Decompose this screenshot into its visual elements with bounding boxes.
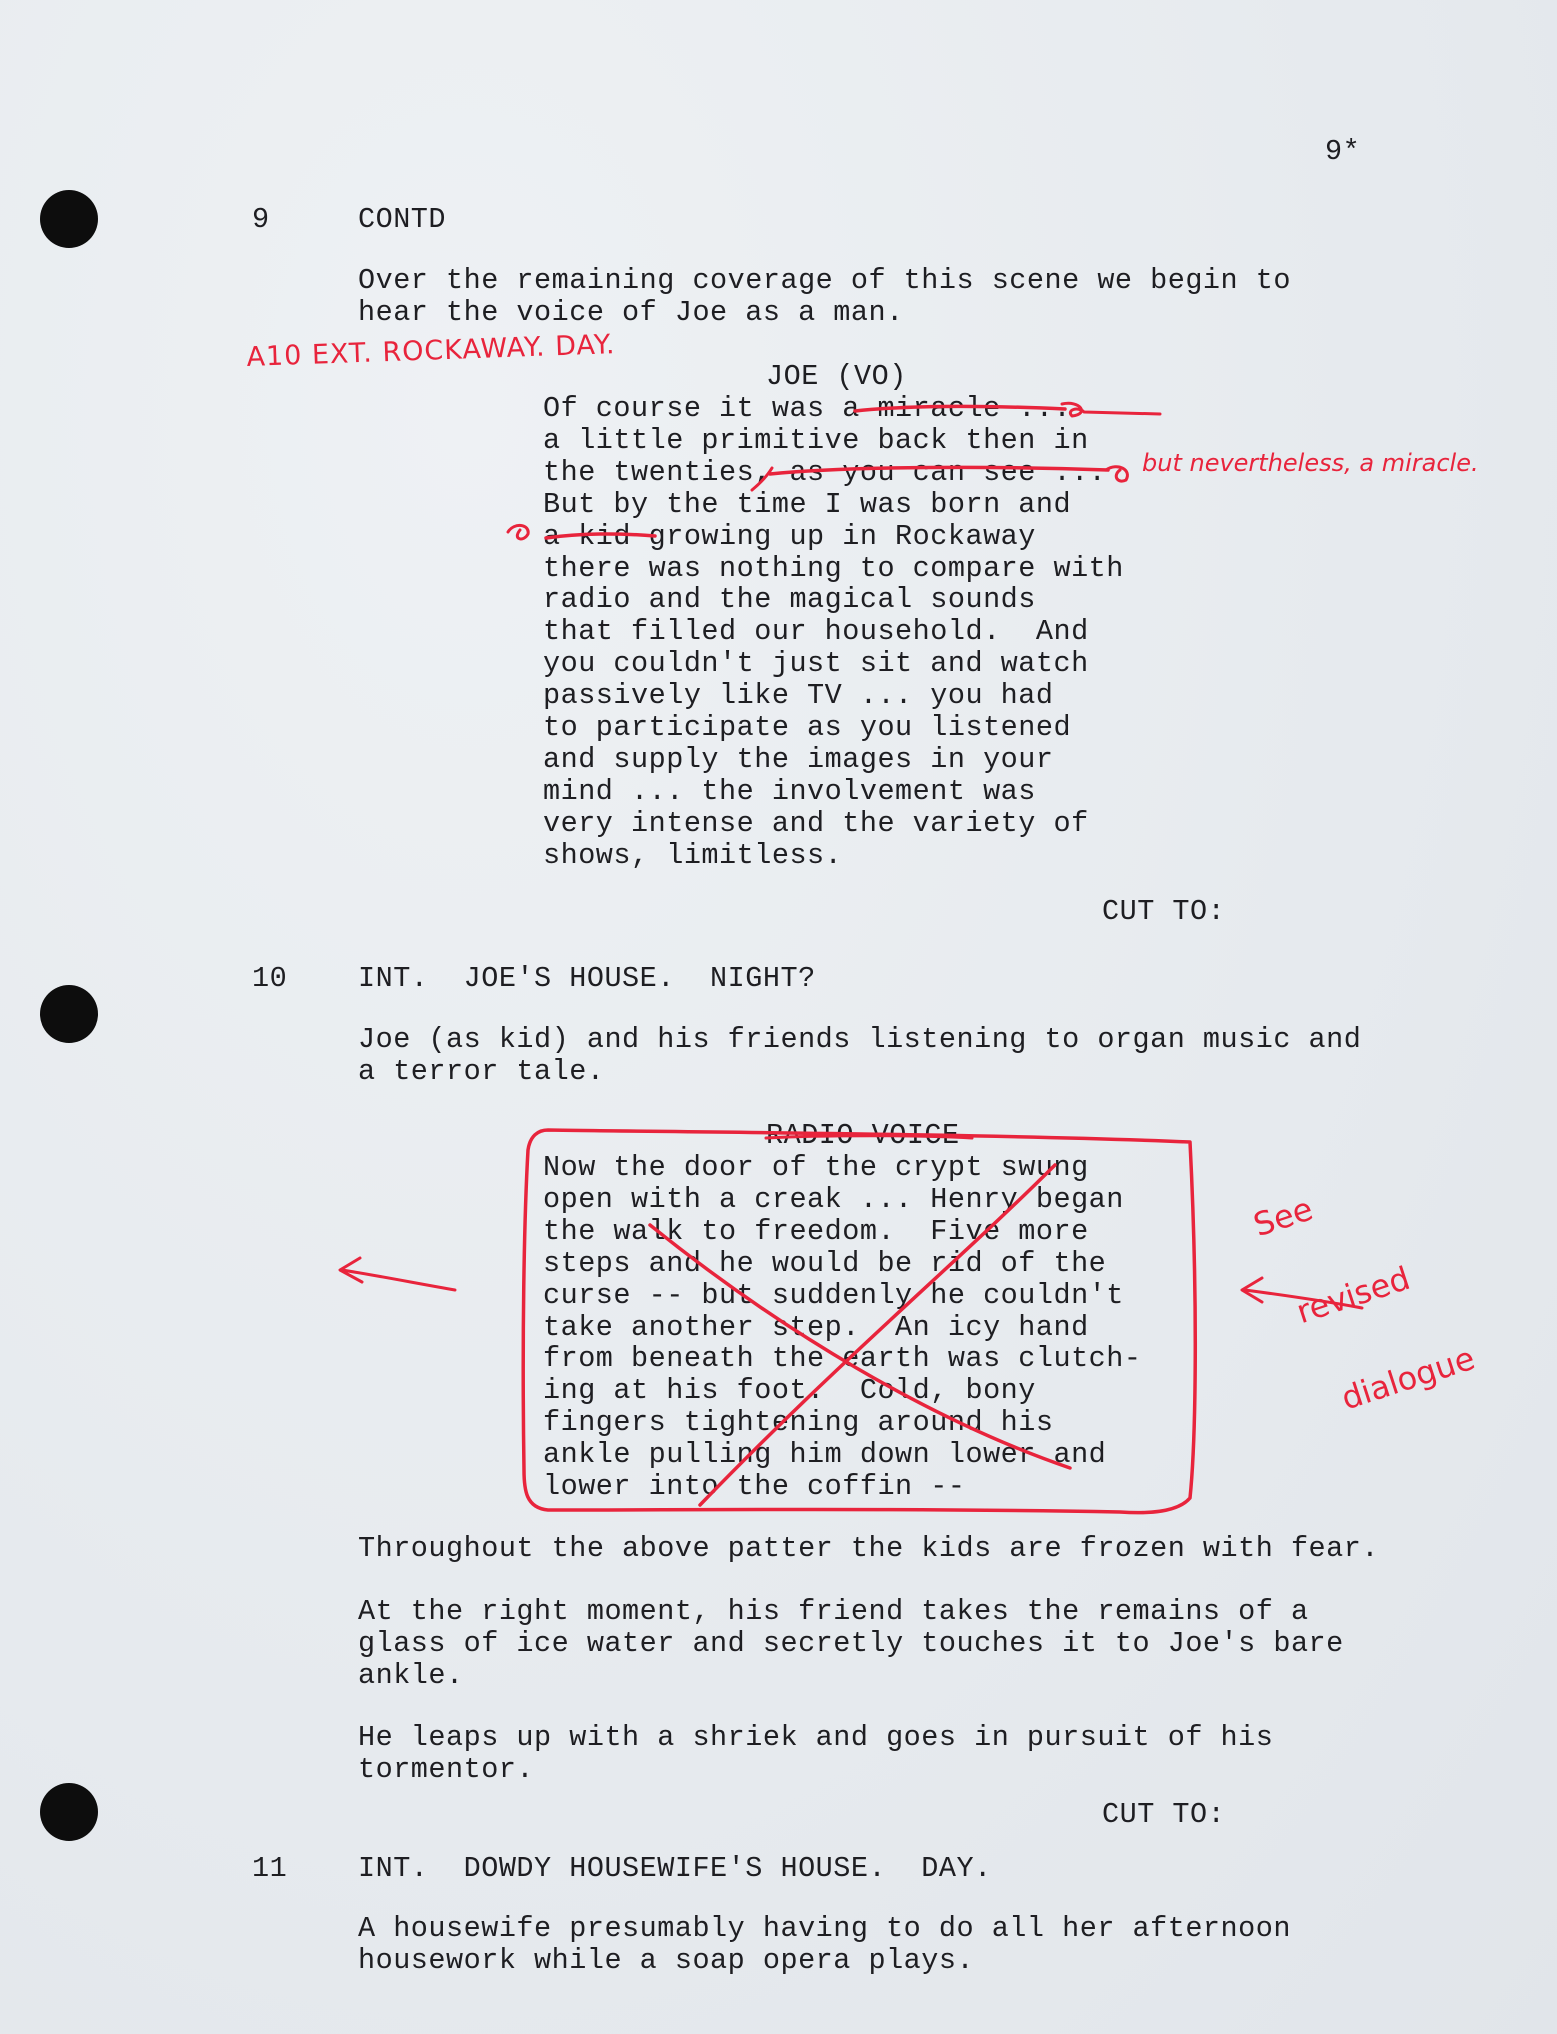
left-arrowhead-icon bbox=[340, 1258, 362, 1282]
action-line: ankle. bbox=[358, 1659, 464, 1692]
page-number: 9* bbox=[1325, 135, 1361, 168]
dialogue-line: the twenties, as you can see ... bbox=[543, 455, 1107, 489]
transition: CUT TO: bbox=[1102, 1798, 1226, 1831]
dialogue-line: very intense and the variety of bbox=[543, 806, 1089, 840]
dialogue-line: from beneath the earth was clutch- bbox=[543, 1342, 1142, 1376]
left-arrow-icon bbox=[342, 1270, 455, 1290]
character-name: JOE (VO) bbox=[766, 360, 907, 393]
action-line: He leaps up with a shriek and goes in pursuit of his bbox=[358, 1721, 1274, 1754]
dialogue-line: mind ... the involvement was bbox=[543, 774, 1036, 808]
pointer-arrowhead-icon bbox=[1242, 1278, 1262, 1302]
action-line: Throughout the above patter the kids are frozen with fear. bbox=[358, 1532, 1379, 1565]
binder-hole bbox=[40, 190, 98, 248]
action-line: housework while a soap opera plays. bbox=[358, 1944, 975, 1977]
handwritten-dialogue-insert: but nevertheless, a miracle. bbox=[1142, 449, 1479, 477]
scene-heading: INT. JOE'S HOUSE. NIGHT? bbox=[358, 962, 816, 995]
dialogue-line: shows, limitless. bbox=[543, 838, 843, 872]
dialogue-line: open with a creak ... Henry began bbox=[543, 1182, 1124, 1216]
dialogue-line: curse -- but suddenly he couldn't bbox=[543, 1278, 1124, 1312]
dialogue-line: the walk to freedom. Five more bbox=[543, 1214, 1089, 1248]
dialogue-line: passively like TV ... you had bbox=[543, 679, 1054, 713]
dialogue-line: that filled our household. And bbox=[543, 615, 1089, 649]
dialogue-line: and supply the images in your bbox=[543, 742, 1054, 776]
dialogue-line: take another step. An icy hand bbox=[543, 1310, 1089, 1344]
dialogue-block bbox=[543, 393, 1183, 872]
dialogue-line: ing at his foot. Cold, bony bbox=[543, 1374, 1036, 1408]
scene-heading: INT. DOWDY HOUSEWIFE'S HOUSE. DAY. bbox=[358, 1852, 992, 1885]
action-line: At the right moment, his friend takes the remains of a bbox=[358, 1595, 1309, 1628]
action-line: Joe (as kid) and his friends listening to organ music and bbox=[358, 1023, 1362, 1056]
character-name: RADIO VOICE bbox=[766, 1119, 960, 1152]
action-line: A housewife presumably having to do all her afternoon bbox=[358, 1912, 1291, 1945]
scene-heading: CONTD bbox=[358, 203, 447, 236]
action-line: tormentor. bbox=[358, 1753, 535, 1786]
scene-number: 9 bbox=[252, 203, 270, 236]
dialogue-line: you couldn't just sit and watch bbox=[543, 647, 1089, 681]
insert-mark bbox=[508, 525, 528, 539]
dialogue-line: a little primitive back then in bbox=[543, 423, 1089, 457]
dialogue-line: Of course it was a miracle ... bbox=[543, 392, 1072, 425]
dialogue-line: Now the door of the crypt swung bbox=[543, 1151, 1089, 1184]
handwritten-revision-note: See revised dialogue bbox=[1248, 1189, 1480, 1418]
binder-hole bbox=[40, 1783, 98, 1841]
struck-dialogue-block bbox=[543, 1152, 1183, 1503]
action-line: hear the voice of Joe as a man. bbox=[358, 296, 904, 329]
dialogue-line: steps and he would be rid of the bbox=[543, 1246, 1107, 1280]
dialogue-line: radio and the magical sounds bbox=[543, 583, 1036, 617]
action-line: glass of ice water and secretly touches it to Joe's bare bbox=[358, 1627, 1344, 1660]
scene-number: 11 bbox=[252, 1852, 288, 1885]
action-line: a terror tale. bbox=[358, 1055, 605, 1088]
dialogue-line: there was nothing to compare with bbox=[543, 551, 1124, 585]
dialogue-line: lower into the coffin -- bbox=[543, 1470, 966, 1504]
binder-hole bbox=[40, 985, 98, 1043]
action-line: Over the remaining coverage of this scene we begin to bbox=[358, 264, 1291, 297]
handwritten-scene-annotation: A10 EXT. ROCKAWAY. DAY. bbox=[246, 329, 616, 373]
dialogue-line: ankle pulling him down lower and bbox=[543, 1438, 1107, 1472]
scene-number: 10 bbox=[252, 962, 288, 995]
dialogue-line: But by the time I was born and bbox=[543, 487, 1072, 521]
dialogue-line: fingers tightening around his bbox=[543, 1406, 1054, 1440]
dialogue-line: to participate as you listened bbox=[543, 711, 1072, 745]
transition: CUT TO: bbox=[1102, 895, 1226, 928]
dialogue-line: a kid growing up in Rockaway bbox=[543, 519, 1036, 553]
